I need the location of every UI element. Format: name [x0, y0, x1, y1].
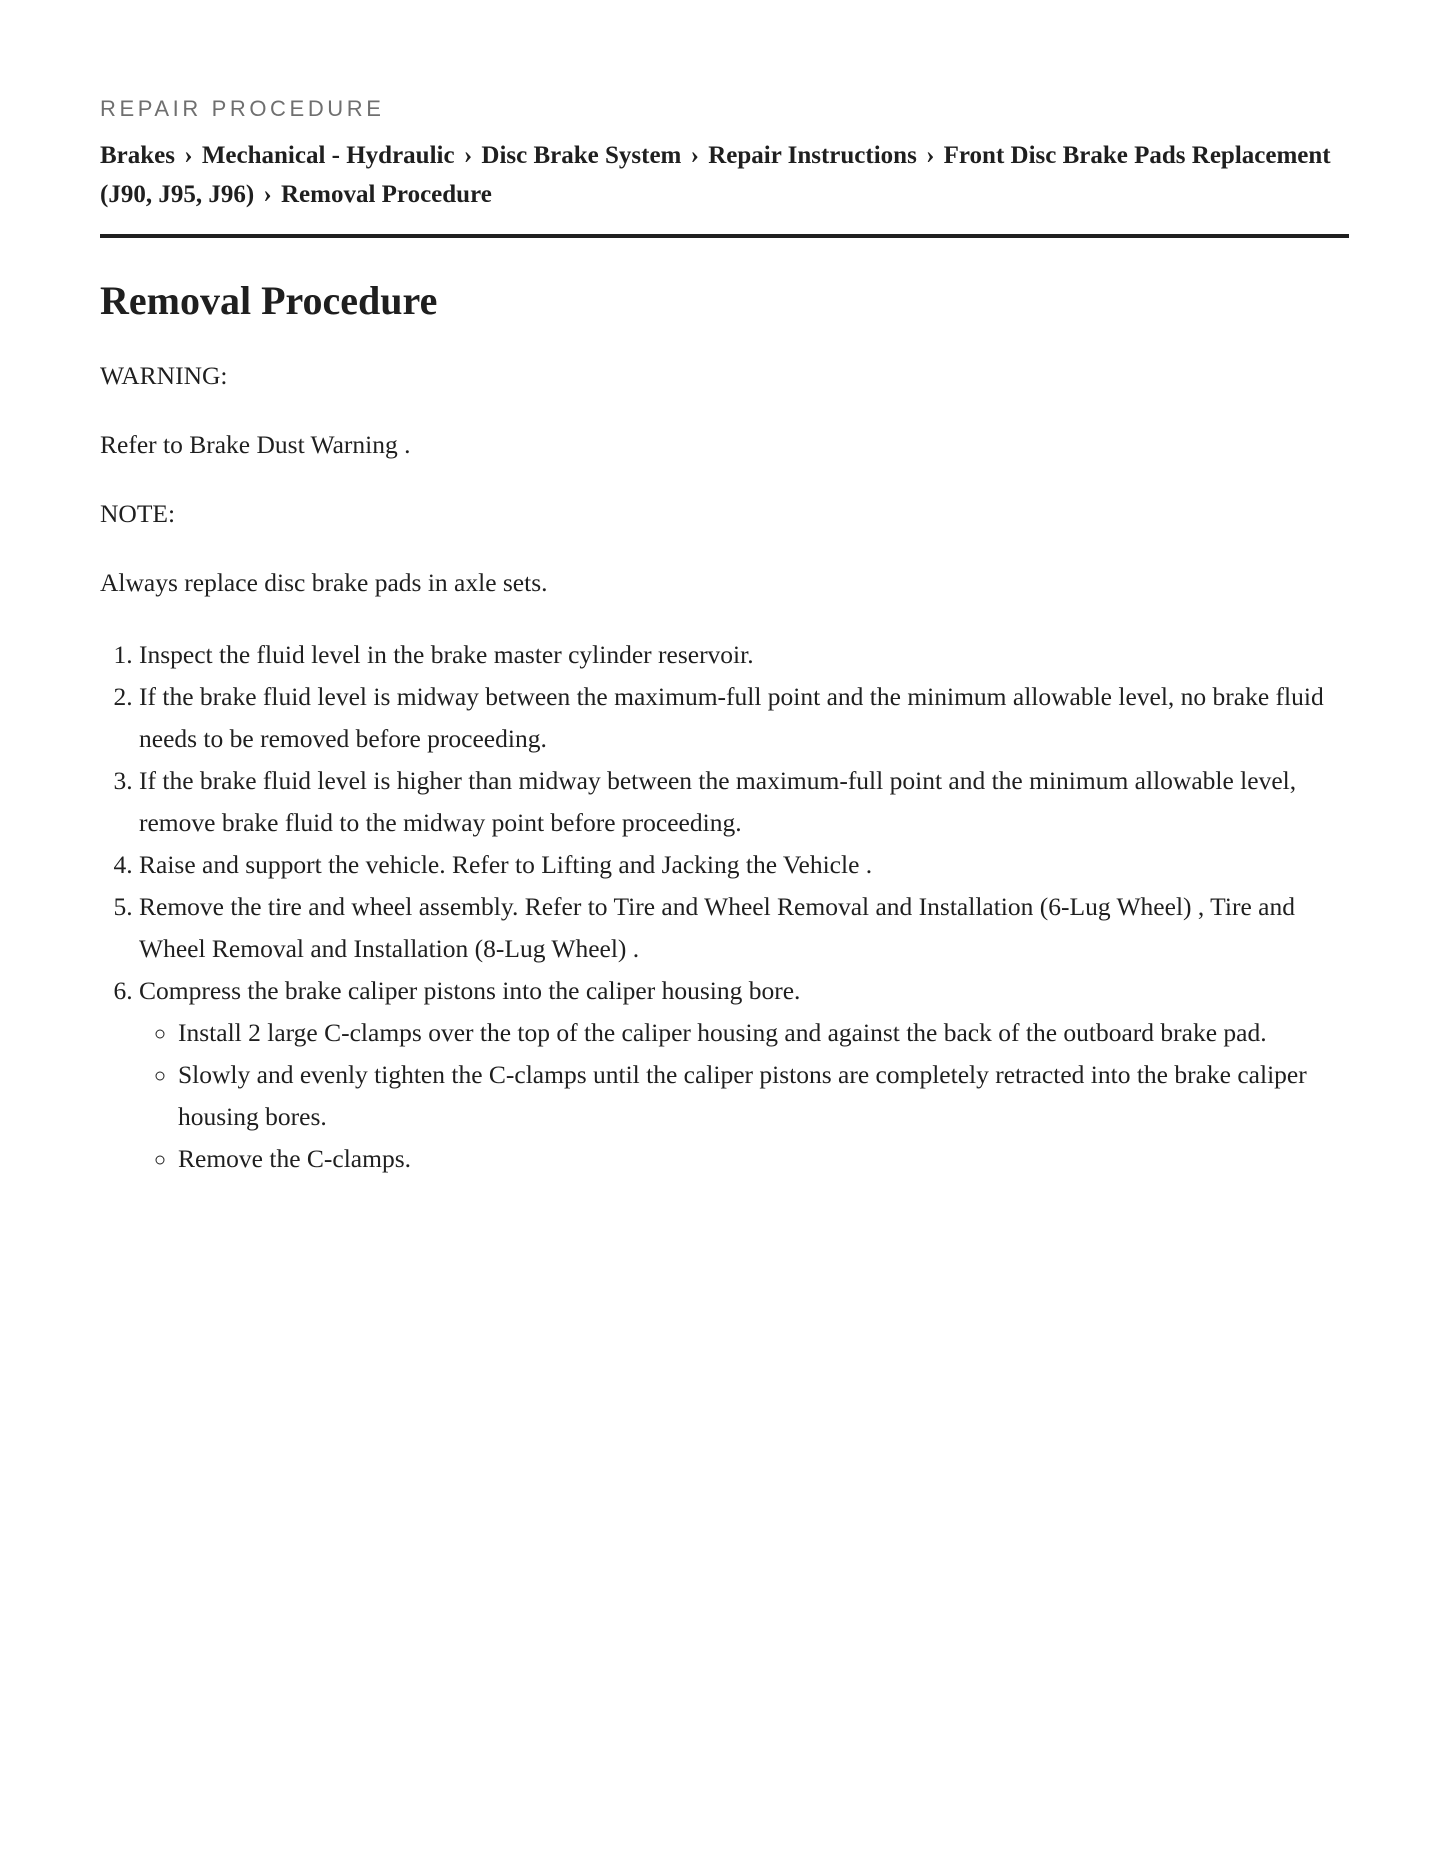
warning-text: Refer to Brake Dust Warning .: [100, 430, 411, 459]
breadcrumb-separator: ›: [463, 142, 473, 169]
breadcrumb-item-front-disc-brake-pads[interactable]: Front Disc Brake Pads Replacement (J90, J95, J96): [100, 142, 1331, 208]
note-label: NOTE:: [100, 499, 176, 528]
section-kicker: REPAIR PROCEDURE: [100, 96, 385, 121]
step-text: If the brake fluid level is higher than midway between the maximum-full point and the minimum allowable level, remove brake fluid to the midway point before proceeding.: [139, 766, 1297, 837]
substep-item: [178, 1138, 1349, 1180]
breadcrumb-separator: ›: [690, 142, 699, 169]
step-text: Raise and support the vehicle. Refer to Lifting and Jacking the Vehicle .: [139, 850, 873, 879]
step-text: Remove the tire and wheel assembly. Refer to Tire and Wheel Removal and Installation (6-Lug Wheel) , Tire and Wheel Removal and Installation (8-Lug Wheel) .: [139, 892, 1295, 963]
substep-text: Install 2 large C-clamps over the top of the caliper housing and against the back of the outboard brake pad.: [178, 1018, 1267, 1047]
step-item: [139, 676, 1349, 760]
step-item: [139, 634, 1349, 676]
step-item: [139, 970, 1349, 1180]
substep-list: [139, 1012, 1349, 1180]
page-title: Removal Procedure: [100, 278, 438, 323]
breadcrumb-separator: ›: [263, 181, 272, 208]
breadcrumb-separator: ›: [184, 142, 193, 169]
breadcrumb-item-removal-procedure: Removal Procedure: [280, 181, 492, 208]
breadcrumb: [100, 136, 1349, 238]
step-item: [139, 886, 1349, 970]
breadcrumb-item-brakes[interactable]: Brakes: [100, 142, 175, 169]
step-text: Compress the brake caliper pistons into the caliper housing bore.: [139, 976, 801, 1005]
step-item: [139, 760, 1349, 844]
breadcrumb-separator: ›: [926, 142, 935, 169]
substep-item: [178, 1054, 1349, 1138]
step-text: Inspect the fluid level in the brake master cylinder reservoir.: [139, 640, 754, 669]
breadcrumb-item-mechanical-hydraulic[interactable]: Mechanical - Hydraulic: [201, 142, 455, 169]
step-item: [139, 844, 1349, 886]
substep-item: [178, 1012, 1349, 1054]
breadcrumb-item-repair-instructions[interactable]: Repair Instructions: [708, 142, 917, 169]
breadcrumb-item-disc-brake-system[interactable]: Disc Brake System: [481, 142, 682, 169]
warning-label: WARNING:: [100, 361, 228, 390]
step-text: If the brake fluid level is midway between the maximum-full point and the minimum allowable level, no brake fluid needs to be removed before proceeding.: [139, 682, 1324, 753]
substep-text: Slowly and evenly tighten the C-clamps until the caliper pistons are completely retracted into the brake caliper housing bores.: [178, 1060, 1307, 1131]
procedure-steps: [100, 634, 1349, 1180]
note-text: Always replace disc brake pads in axle sets.: [100, 568, 548, 597]
substep-text: Remove the C-clamps.: [178, 1144, 411, 1173]
